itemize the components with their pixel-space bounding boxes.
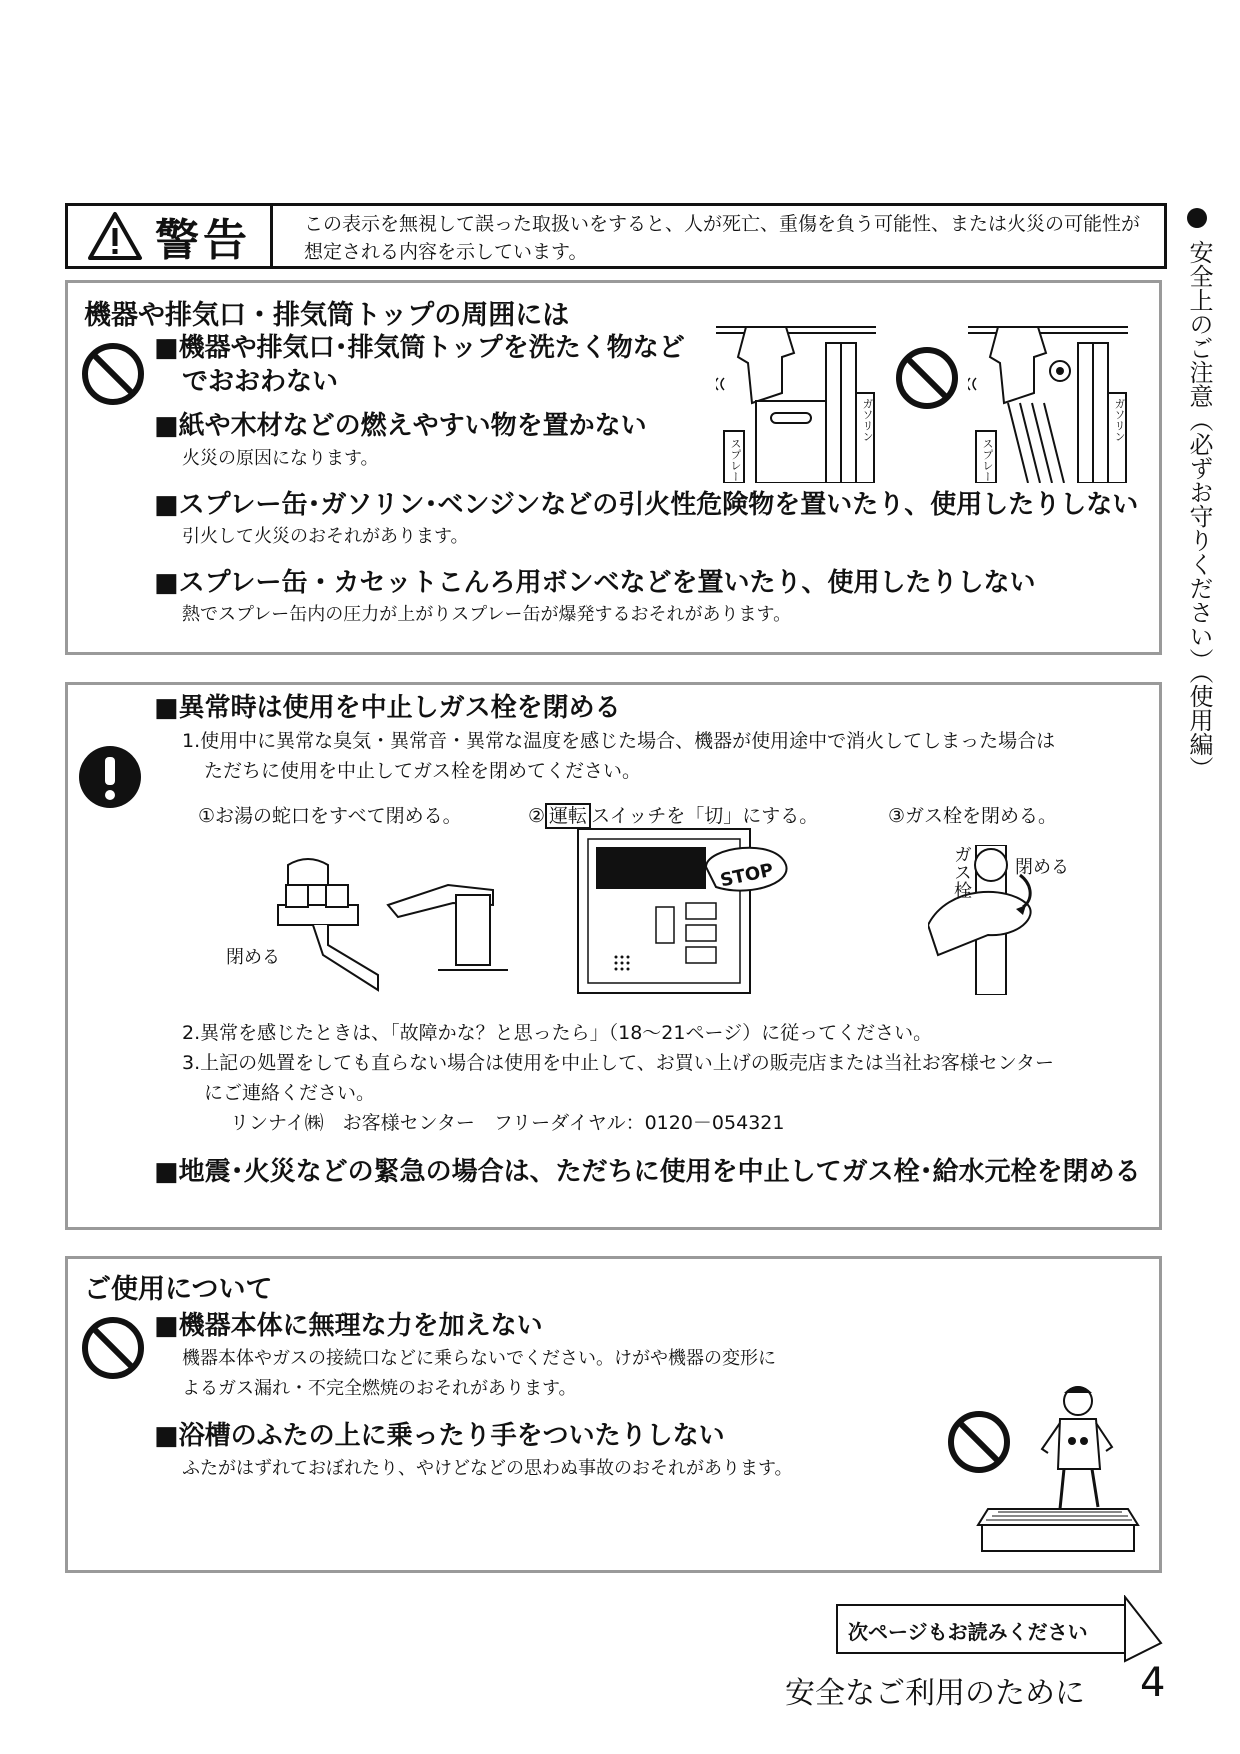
item-title-cont: でおおわない — [182, 367, 339, 397]
child-on-bath-lid-illustration — [968, 1379, 1148, 1559]
gas-valve-label: ガス栓 — [951, 845, 972, 899]
footer-title: 安全なご利用のために — [785, 1676, 1085, 1711]
operation-switch-label: 運転 — [545, 803, 591, 829]
substep-valve: ③ガス栓を閉める。 — [888, 805, 1058, 827]
substep-faucet: ①お湯の蛇口をすべて閉める。 — [198, 805, 462, 827]
item-title: ■浴槽のふたの上に乗ったり手をついたりしない — [154, 1421, 725, 1451]
customer-center-contact: リンナイ㈱ お客様センター フリーダイヤル：0120－054321 — [230, 1112, 785, 1134]
item-desc: 熱でスプレー缶内の圧力が上がりスプレー缶が爆発するおそれがあります。 — [182, 604, 792, 625]
side-section-label: 安全上のご注意（必ずお守りください）（使用編） — [1185, 240, 1213, 780]
item-title: ■紙や木材などの燃えやすい物を置かない — [154, 411, 647, 441]
section-surroundings — [65, 280, 1162, 655]
remote-controller-illustration — [576, 827, 806, 997]
item-title: ■機器本体に無理な力を加えない — [154, 1311, 543, 1341]
step1-line2: ただちに使用を中止してガス栓を閉めてください。 — [204, 760, 642, 782]
spray-label: スプレー — [981, 438, 994, 482]
item-desc: 機器本体やガスの接続口などに乗らないでください。けがや機器の変形に — [182, 1348, 776, 1369]
section-abnormal — [65, 682, 1162, 1230]
prohibition-icon — [894, 345, 960, 411]
item-desc: 引火して火災のおそれがあります。 — [182, 526, 469, 547]
section-title: ■異常時は使用を中止しガス栓を閉める — [154, 693, 621, 723]
item-title: ■スプレー缶･ガソリン･ベンジンなどの引火性危険物を置いたり、使用したりしない — [154, 490, 1139, 520]
warning-triangle-icon — [87, 211, 143, 261]
warning-title: 警告 — [155, 215, 251, 266]
gasoline-label: ガソリン — [861, 398, 874, 442]
stop-label: STOP — [718, 859, 776, 892]
faucet-illustration — [228, 845, 548, 995]
step1-line1: 1.使用中に異常な臭気・異常音・異常な温度を感じた場合、機器が使用途中で消火してしまった場合は — [182, 730, 1056, 752]
spray-label: スプレー — [729, 438, 742, 482]
item-desc: 火災の原因になります。 — [182, 448, 379, 469]
prohibition-icon — [80, 341, 146, 407]
item-title: ■機器や排気口･排気筒トップを洗たく物など — [154, 333, 685, 363]
emergency-title: ■地震･火災などの緊急の場合は、ただちに使用を中止してガス栓･給水元栓を閉める — [154, 1157, 1141, 1187]
side-bullet — [1187, 208, 1207, 228]
item-desc: よるガス漏れ・不完全燃焼のおそれがあります。 — [182, 1378, 577, 1399]
section-title: ご使用について — [84, 1274, 273, 1305]
gasoline-label: ガソリン — [1113, 398, 1126, 442]
item-title: ■スプレー缶・カセットこんろ用ボンベなどを置いたり、使用したりしない — [154, 568, 1036, 598]
item-desc: ふたがはずれておぼれたり、やけどなどの思わぬ事故のおそれがあります。 — [182, 1458, 793, 1479]
substep-switch — [528, 801, 818, 828]
next-page-label: 次ページもお読みください — [848, 1620, 1088, 1644]
step2: 2.異常を感じたときは、「故障かな？と思ったら」（18～21ページ）に従ってください。 — [182, 1022, 933, 1044]
substep-switch-prefix: ② — [528, 805, 546, 827]
step3-line2: にご連絡ください。 — [204, 1082, 376, 1104]
warning-title-box — [68, 206, 273, 266]
section-title: 機器や排気口・排気筒トップの周囲には — [84, 300, 570, 331]
prohibition-icon — [80, 1315, 146, 1381]
step3-line1: 3.上記の処置をしても直らない場合は使用を中止して、お買い上げの販売店または当社お客様センター — [182, 1052, 1054, 1074]
substep-switch-suffix: スイッチを「切」にする。 — [591, 805, 819, 827]
mandatory-exclamation-icon — [78, 745, 142, 809]
warning-description: この表示を無視して誤った取扱いをすると、人が死亡、重傷を負う可能性、または火災の可能性が想定される内容を示しています。 — [304, 213, 1141, 263]
section-usage — [65, 1256, 1162, 1573]
page-number: 4 — [1140, 1660, 1166, 1706]
close-faucet-label: 閉める — [226, 947, 280, 968]
warning-header — [65, 203, 1167, 269]
close-valve-label: 閉める — [1015, 857, 1069, 878]
